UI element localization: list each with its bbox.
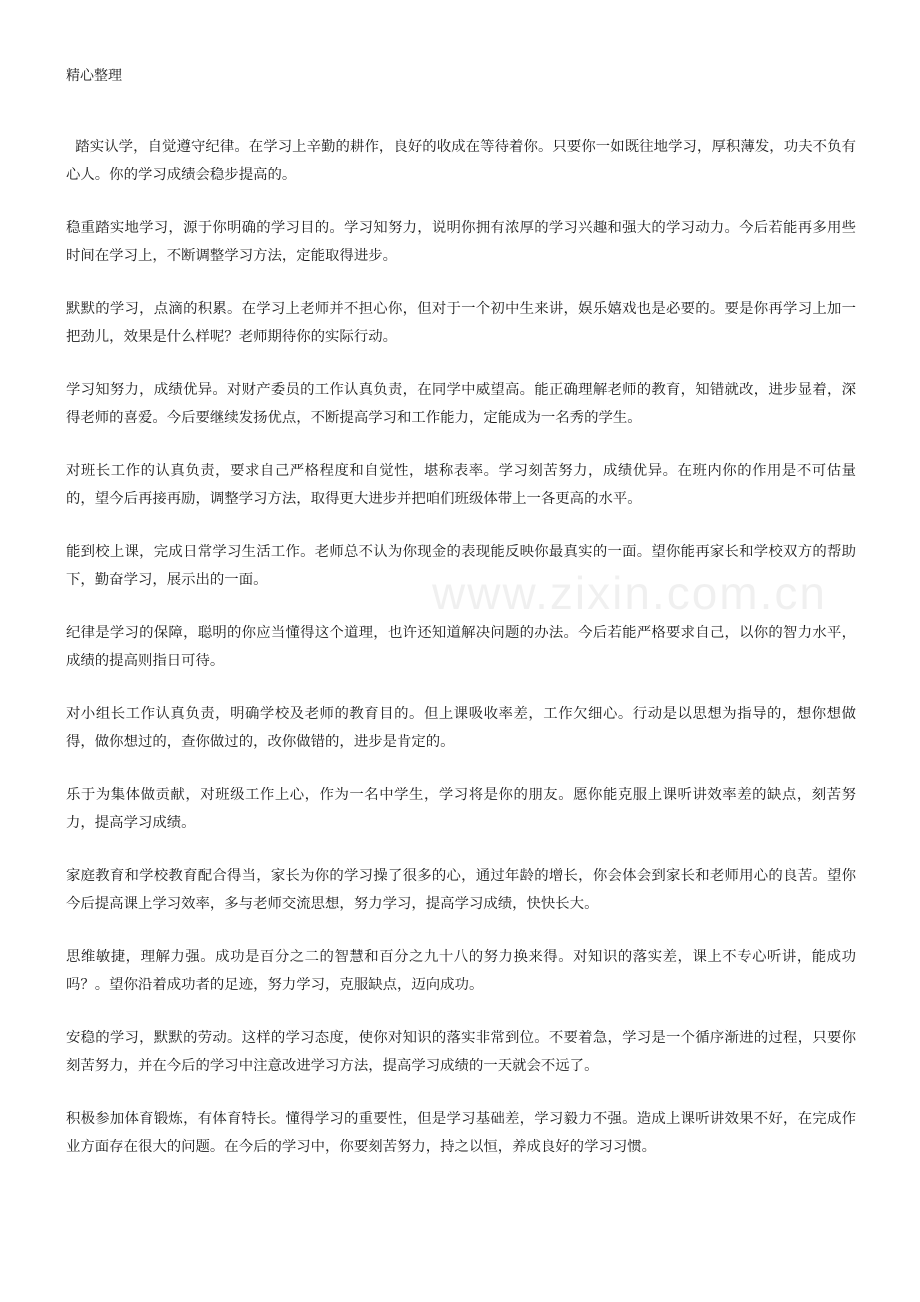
paragraph: 能到校上课，完成日常学习生活工作。老师总不认为你现金的表现能反映你最真实的一面。望你能再家长和学校双方的帮助下，勤奋学习，展示出的一面。 [66, 544, 856, 588]
paragraph: 家庭教育和学校教育配合得当，家长为你的学习操了很多的心，通过年龄的增长，你会体会到家长和老师用心的良苦。望你今后提高课上学习效率，多与老师交流思想，努力学习，提高学习成绩，快快长大。 [66, 868, 856, 912]
paragraph: 默默的学习，点滴的积累。在学习上老师并不担心你，但对于一个初中生来讲，娱乐嬉戏也是必要的。要是你再学习上加一把劲儿，效果是什么样呢？老师期待你的实际行动。 [66, 301, 856, 345]
watermark: www.zixin.com.cn [432, 567, 827, 619]
paragraph: 踏实认学，自觉遵守纪律。在学习上辛勤的耕作，良好的收成在等待着你。只要你一如既往地学习，厚积薄发，功夫不负有心人。你的学习成绩会稳步提高的。 [66, 139, 856, 183]
paragraph: 乐于为集体做贡献，对班级工作上心，作为一名中学生，学习将是你的朋友。愿你能克服上课听讲效率差的缺点，刻苦努力，提高学习成绩。 [66, 787, 856, 831]
paragraph: 思维敏捷，理解力强。成功是百分之二的智慧和百分之九十八的努力换来得。对知识的落实差，课上不专心听讲，能成功吗？。望你沿着成功者的足迹，努力学习，克服缺点，迈向成功。 [66, 949, 856, 993]
paragraph: 对班长工作的认真负责，要求自己严格程度和自觉性，堪称表率。学习刻苦努力，成绩优异。在班内你的作用是不可估量的，望今后再接再励，调整学习方法，取得更大进步并把咱们班级体带上一各更高的水平。 [66, 463, 856, 507]
paragraph: 对小组长工作认真负责，明确学校及老师的教育目的。但上课吸收率差，工作欠细心。行动是以思想为指导的，想你想做得，做你想过的，查你做过的，改你做错的，进步是肯定的。 [66, 706, 856, 750]
paragraph: 学习知努力，成绩优异。对财产委员的工作认真负责，在同学中威望高。能正确理解老师的教育，知错就改，进步显着，深得老师的喜爱。今后要继续发扬优点，不断提高学习和工作能力，定能成为一名秀的学生。 [66, 382, 856, 426]
page-header: 精心整理 [66, 68, 122, 84]
document-body [66, 133, 856, 1186]
paragraph: 积极参加体育锻炼，有体育特长。懂得学习的重要性，但是学习基础差，学习毅力不强。造成上课听讲效果不好，在完成作业方面存在很大的问题。在今后的学习中，你要刻苦努力，持之以恒，养成良好的学习习惯。 [66, 1111, 856, 1155]
paragraph: 纪律是学习的保障，聪明的你应当懂得这个道理，也许还知道解决问题的办法。今后若能严格要求自己，以你的智力水平，成绩的提高则指日可待。 [66, 625, 856, 669]
paragraph: 安稳的学习，默默的劳动。这样的学习态度，使你对知识的落实非常到位。不要着急，学习是一个循序渐进的过程，只要你刻苦努力，并在今后的学习中注意改进学习方法，提高学习成绩的一天就会不远了。 [66, 1030, 856, 1074]
paragraph: 稳重踏实地学习，源于你明确的学习目的。学习知努力，说明你拥有浓厚的学习兴趣和强大的学习动力。今后若能再多用些时间在学习上，不断调整学习方法，定能取得进步。 [66, 220, 856, 264]
